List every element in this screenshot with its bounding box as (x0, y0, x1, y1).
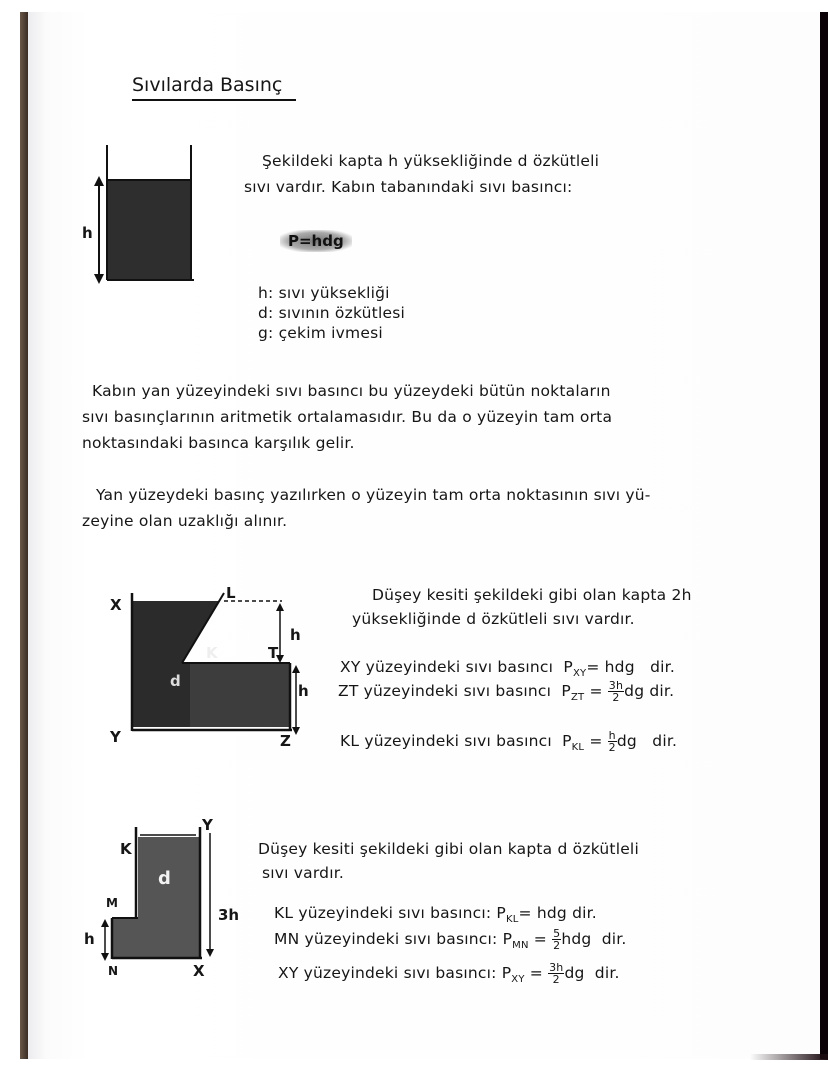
diagram3-label-k: K (120, 840, 132, 858)
page-right-edge (820, 12, 828, 1059)
legend-d: d: sıvının özkütlesi (258, 304, 405, 322)
section1-intro-line2: sıvı vardır. Kabın tabanındaki sıvı basıncı: (244, 178, 573, 196)
section3-intro-line2: sıvı vardır. (262, 864, 344, 882)
paragraph2-line2: zeyine olan uzaklığı alınır. (82, 512, 288, 530)
diagram2-label-h-bottom: h (298, 682, 309, 700)
paragraph1-line1: Kabın yan yüzeyindeki sıvı basıncı bu yüzeydeki bütün noktaların (92, 382, 611, 400)
section2-statement-zt: ZT yüzeyindeki sıvı basıncı $P_{ZT}$ = $\frac{3h}{2}$ dg dir. (338, 679, 675, 704)
diagram2-label-y: Y (110, 728, 121, 746)
page-title: Sıvılarda Basınç (132, 74, 296, 101)
fraction: $\frac{3h}{2}$ (549, 961, 564, 986)
section2-intro-line1: Düşey kesiti şekildeki gibi olan kapta 2h (372, 586, 692, 604)
section3-intro-line1: Düşey kesiti şekildeki gibi olan kapta d özkütleli (258, 840, 639, 858)
diagram3-label-3h: 3h (218, 906, 240, 924)
diagram3-label-y: Y (202, 816, 213, 834)
diagram2-label-k: K (206, 644, 218, 662)
formula-highlight: P=hdg (280, 230, 352, 252)
container-diagram-2 (120, 585, 300, 745)
fraction: $\frac{3h}{2}$ (608, 679, 624, 704)
container-diagram-3 (100, 815, 230, 970)
diagram3-label-n: N (108, 964, 119, 978)
diagram1-height-label: h (82, 224, 93, 242)
section3-statement-mn: MN yüzeyindeki sıvı basıncı: $P_{MN}$ = $\frac{5}{2}$ hdg dir. (274, 927, 627, 952)
container-diagram-1 (90, 140, 200, 285)
diagram2-label-t: T (268, 644, 279, 662)
section2-intro-line2: yüksekliğinde d özkütleli sıvı vardır. (352, 610, 635, 628)
section2-statement-xy: XY yüzeyindeki sıvı basıncı $P_{XY}=$ hdg dir. (340, 658, 675, 680)
diagram2-label-z: Z (280, 732, 291, 750)
diagram3-label-m: M (106, 896, 118, 910)
section3-statement-kl: KL yüzeyindeki sıvı basıncı: $P_{KL}=$ hdg dir. (274, 904, 597, 926)
diagram2-label-h-top: h (290, 626, 301, 644)
diagram2-label-d: d (170, 672, 181, 690)
diagram3-label-x: X (193, 962, 205, 980)
section2-statement-kl: KL yüzeyindeki sıvı basıncı $P_{KL}$ = $\frac{h}{2}$ dg dir. (340, 729, 678, 754)
page-bottom-shadow (750, 1054, 828, 1060)
diagram3-label-d: d (158, 868, 171, 889)
section3-statement-xy: XY yüzeyindeki sıvı basıncı: $P_{XY}$ = $\frac{3h}{2}$ dg dir. (278, 961, 620, 986)
diagram3-label-h: h (84, 930, 95, 948)
binding-edge (20, 12, 28, 1059)
paragraph1-line2: sıvı basınçlarının aritmetik ortalamasıdır. Bu da o yüzeyin tam orta (82, 408, 613, 426)
fraction: $\frac{h}{2}$ (608, 729, 616, 754)
paragraph1-line3: noktasındaki basınca karşılık gelir. (82, 434, 355, 452)
paragraph2-line1: Yan yüzeydeki basınç yazılırken o yüzeyin tam orta noktasının sıvı yü- (96, 486, 651, 504)
legend-g: g: çekim ivmesi (258, 324, 383, 342)
diagram2-label-l: L (226, 584, 236, 602)
legend-h: h: sıvı yüksekliği (258, 284, 390, 302)
fraction: $\frac{5}{2}$ (553, 927, 561, 952)
section1-intro-line1: Şekildeki kapta h yüksekliğinde d özkütleli (262, 152, 600, 170)
diagram2-label-x: X (110, 596, 122, 614)
